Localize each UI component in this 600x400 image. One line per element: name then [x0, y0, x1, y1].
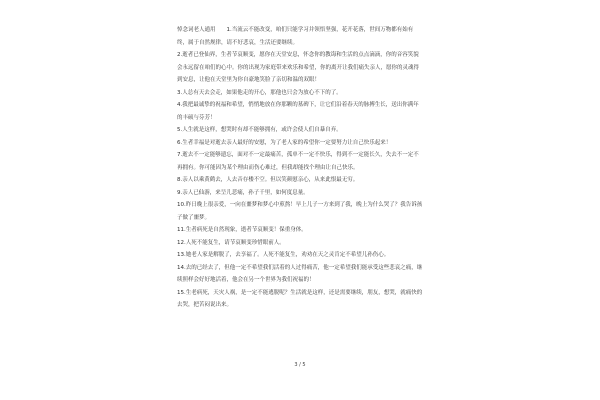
paragraph-7: 7.逝去不一定能够遗忘，面对不一定最痛苦，孤单不一定不快乐，得到不一定能长久，失去不一定不再拥有。你可能因为某个理由而伤心难过，但我却能找个理由让自己快乐。 [177, 152, 419, 171]
paragraph-3: 3.人总有天去会走，如果他走的开心，那他也只会为放心不下的了。 [177, 89, 342, 96]
paragraph-12: 12.人死不能复生，请节哀顺变珍惜眼前人。 [177, 239, 285, 246]
page-number: 3 / 5 [294, 362, 306, 368]
paragraph-6: 6.生者幸福是对逝去亲人最好的安慰，为了老人家的希望你一定要努力让自己快乐起来！ [177, 139, 392, 146]
paragraph-1: 悼念词老人通用 1.当流云不能改变，咱们只能学习并领悟坚强，花开花落，世间万物都有始有终，属于自然规律，请不好悲哀，生活还要继续。 [177, 27, 414, 46]
paragraph-4: 4.我把最诚挚的祝福和希望，悄悄地放在你那颗的墓碑下，让它们沿着春天的脉搏生长，送出你满年的丰硕与芬芳！ [177, 102, 419, 121]
paragraph-15: 15.生老病死，天灾人祸，是一定不能逃脱呢？生活就是这样，还是需要继续，朋友，想哭，就痛快的去哭，把苦闷说出来。 [177, 289, 423, 308]
paragraph-10: 10.昨日晚上很亲爱，一向在噩梦和梦心中煎熬！早上儿子一方来到了我，晚上为什么哭了？我告诉孩子做了噩梦。 [177, 202, 423, 221]
paragraph-2: 2.逝者已登仙界，生者节哀顺变，愿你在天堂安息，怀念你的教诲和生活的点点滴滴，你的音容笑貌会永远留在咱们的心中。你的出现为家庭带来欢乐和希望，你的离开让我们痛失亲人，愿你的灵魂得到安息，让他在天堂里为你自豪地笑脸了亲切和温的双眼！ [177, 52, 420, 83]
paragraph-11: 11.生者病死是自然现象，逝者节哀顺变！保重身体。 [177, 227, 307, 233]
paragraph-5: 5.人生就是这样，想哭时有却不能够拥有，或许会使人们自暴自弃。 [177, 127, 342, 133]
paragraph-9: 9.亲人已仙游，来呈儿悲痛，孙子千里，如何度息量。 [177, 189, 309, 196]
paragraph-14: 14.去的已经去了，但他一定不希望我们活着的人过得痛苦，他一定希望我们能承受这些悲哀之痛，继续照样会好好地活着，他会在另一个世界为我们祝福的！ [177, 264, 423, 283]
document-body [177, 24, 423, 312]
paragraph-13: 13.她老人家是解脱了，去享福了。人死不能复生，劝劝在天之灵肯定不希望儿孙伤心。 [177, 252, 390, 258]
paragraph-8: 8.亲人以乘黄鹤去，人去音存楼不空。但以笑颜慰亲心，从来此恨最无穷。 [177, 177, 359, 183]
